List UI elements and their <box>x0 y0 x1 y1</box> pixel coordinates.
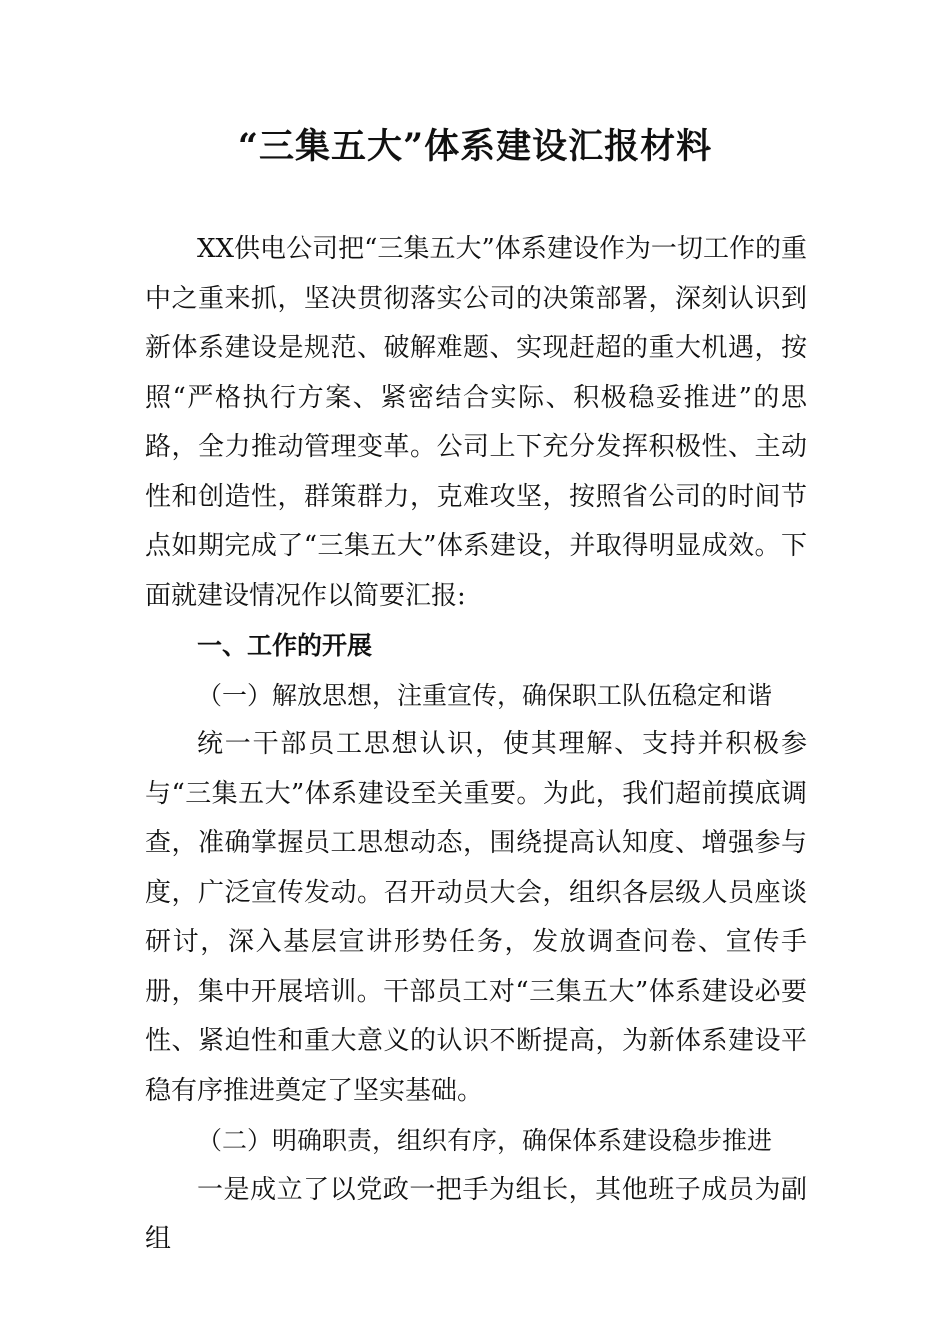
subsection-heading-2: （二）明确职责，组织有序，确保体系建设稳步推进 <box>197 1126 773 1155</box>
section-heading-work-progress: 一、工作的开展 <box>197 631 373 660</box>
subsection-1-paragraph: 统一干部员工思想认识，使其理解、支持并积极参与“三集五大”体系建设至关重要。为此，我们超前摸底调查，准确掌握员工思想动态，围绕提高认知度、增强参与度，广泛宣传发动。召开动员大会，组织各层级人员座谈研讨，深入基层宣讲形势任务，发放调查问卷、宣传手册，集中开展培训。干部员工对“三集五大”体系建设必要性、紧迫性和重大意义的认识不断提高，为新体系建设平稳有序推进奠定了坚实基础。 <box>145 729 807 1106</box>
subsection-2-paragraph: 一是成立了以党政一把手为组长，其他班子成员为副组 <box>145 1174 807 1254</box>
subsection-heading-1: （一）解放思想，注重宣传，确保职工队伍稳定和谐 <box>197 680 773 710</box>
intro-paragraph: XX供电公司把“三集五大”体系建设作为一切工作的重中之重来抓，坚决贯彻落实公司的决策部署，深刻认识到新体系建设是规范、破解难题、实现赶超的重大机遇，按照“严格执行方案、紧密结合实际、积极稳妥推进”的思路，全力推动管理变革。公司上下充分发挥积极性、主动性和创造性，群策群力，克难攻坚，按照省公司的时间节点如期完成了“三集五大”体系建设，并取得明显成效。下面就建设情况作以简要汇报: <box>145 234 807 611</box>
document-title: “三集五大”体系建设汇报材料 <box>237 126 713 167</box>
document-body <box>145 225 807 1265</box>
